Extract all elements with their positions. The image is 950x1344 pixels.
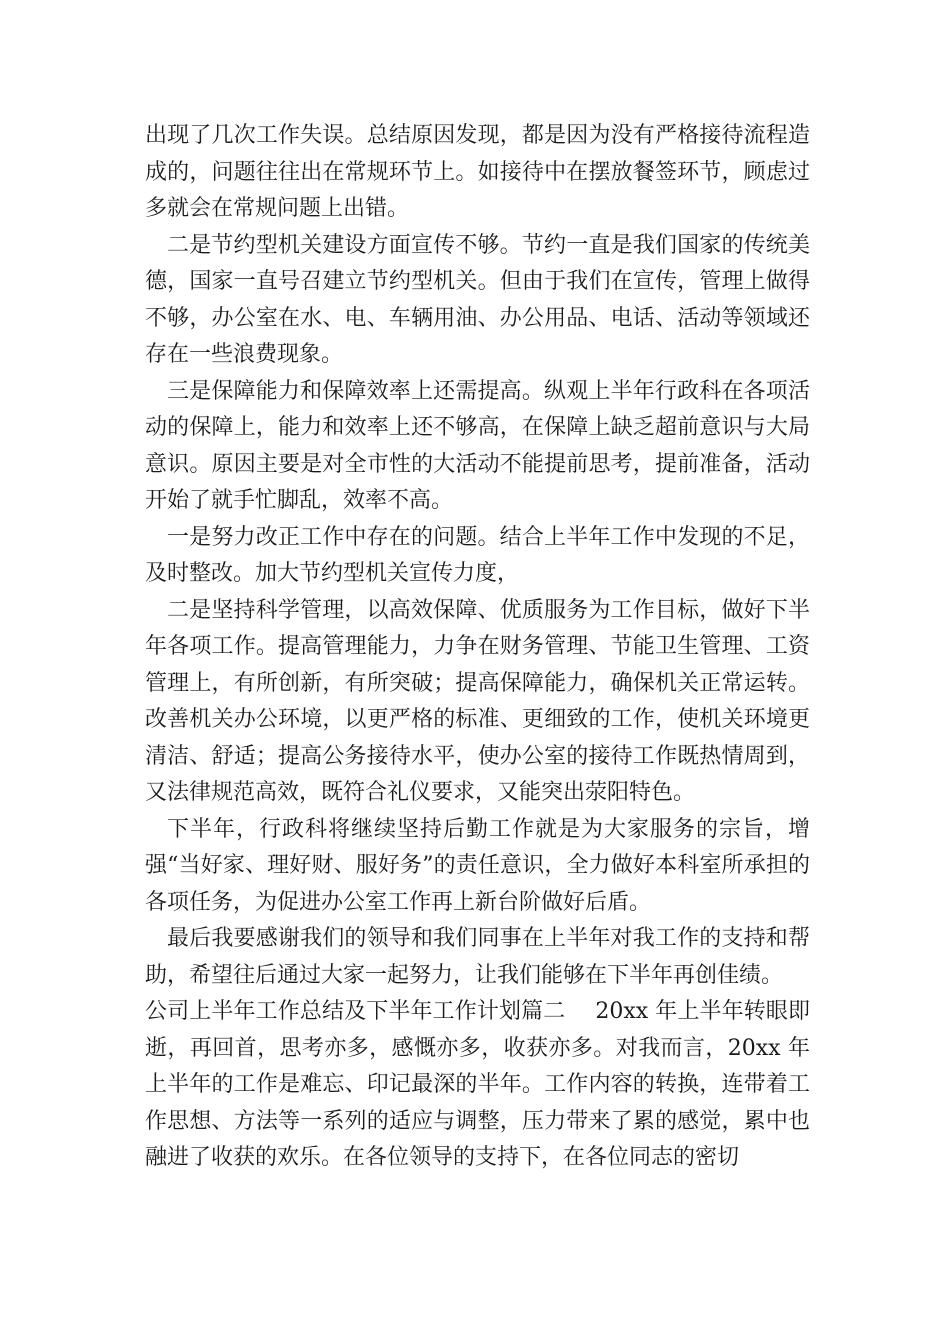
paragraph-plan-two: 二是坚持科学管理，以高效保障、优质服务为工作目标，做好下半年各项工作。提高管理能力，力争在财务管理、节能卫生管理、工资管理上，有所创新，有所突破；提高保障能力，确保机关正常运转。改善机关办公环境，以更严格的标准、更细致的工作，使机关环境更清洁、舒适；提高公务接待水平，使办公室的接待工作既热情周到，又法律规范高效，既符合礼仪要求，又能突出荥阳特色。 <box>145 597 810 805</box>
section-title: 公司上半年工作总结及下半年工作计划篇二 <box>145 999 566 1024</box>
paragraph-item-conservation: 二是节约型机关建设方面宣传不够。节约一直是我们国家的传统美德，国家一直号召建立节约型机关。但由于我们在宣传，管理上做得不够，办公室在水、电、车辆用油、办公用品、电话、活动等领域还存在一些浪费现象。 <box>145 232 810 367</box>
section-body: 20xx 年上半年转眼即逝，再回首，思考亦多，感慨亦多，收获亦多。对我而言，20xx 年上半年的工作是难忘、印记最深的半年。工作内容的转换，连带着工作思想、方法等一系列的适应与调整，压力带来了累的感觉，累中也融进了收获的欢乐。在各位领导的支持下，在各位同志的密切 <box>145 999 810 1170</box>
document-body <box>145 118 810 1177</box>
paragraph-thanks: 最后我要感谢我们的领导和我们同事在上半年对我工作的支持和帮助，希望往后通过大家一起努力，让我们能够在下半年再创佳绩。 <box>145 926 810 988</box>
paragraph-second-half: 下半年，行政科将继续坚持后勤工作就是为大家服务的宗旨，增强“当好家、理好财、服好务”的责任意识，全力做好本科室所承担的各项任务，为促进办公室工作再上新台阶做好后盾。 <box>145 816 810 915</box>
section-paragraph <box>145 994 810 1177</box>
paragraph-plan-one: 一是努力改正工作中存在的问题。结合上半年工作中发现的不足，及时整改。加大节约型机关宣传力度， <box>145 524 810 586</box>
paragraph-continuation: 出现了几次工作失误。总结原因发现，都是因为没有严格接待流程造成的，问题往往出在常规环节上。如接待中在摆放餐签环节，顾虑过多就会在常规问题上出错。 <box>145 123 810 221</box>
paragraph-item-efficiency: 三是保障能力和保障效率上还需提高。纵观上半年行政科在各项活动的保障上，能力和效率上还不够高，在保障上缺乏超前意识与大局意识。原因主要是对全市性的大活动不能提前思考，提前准备，活动开始了就手忙脚乱，效率不高。 <box>145 378 810 513</box>
